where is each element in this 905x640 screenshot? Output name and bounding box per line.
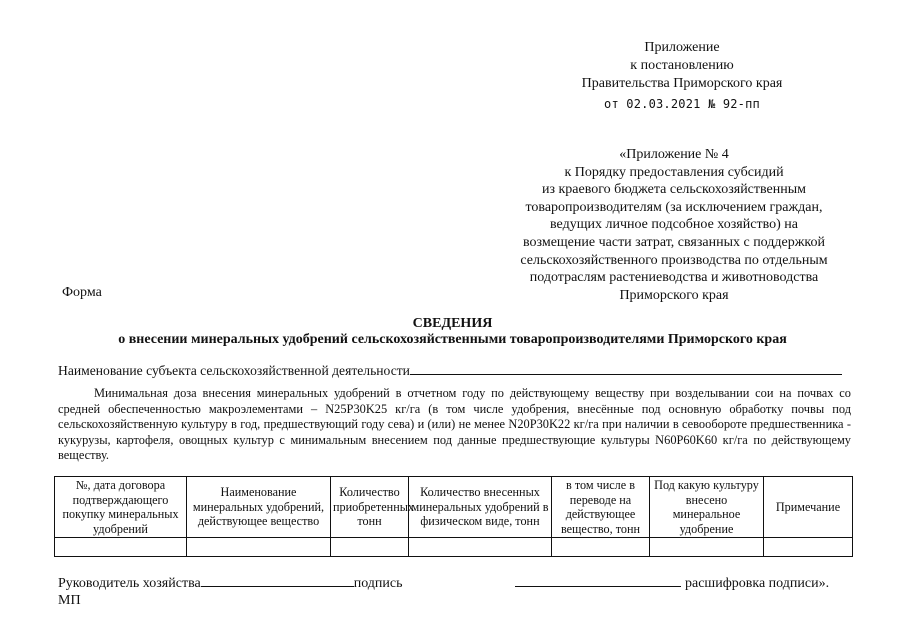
col-header-crop: Под какую культуру внесено минеральное удобрение: [650, 477, 764, 538]
table-cell[interactable]: [55, 538, 187, 557]
appendix4-line: товаропроизводителям (за исключением граждан,: [525, 199, 823, 215]
sign-label: подпись: [353, 576, 403, 591]
table-cell[interactable]: [552, 538, 650, 557]
table-header-row: [55, 477, 853, 538]
document-subtitle: о внесении минеральных удобрений сельскохозяйственными товаропроизводителями Приморского края: [118, 332, 787, 347]
table-cell[interactable]: [650, 538, 764, 557]
appendix-line: к постановлению: [630, 58, 734, 73]
table-cell[interactable]: [409, 538, 552, 557]
table-cell[interactable]: [764, 538, 853, 557]
fertilizer-table: [54, 476, 853, 557]
appendix4-line: сельскохозяйственного производства по отдельным: [520, 252, 828, 268]
appendix4-line: «Приложение № 4: [619, 147, 729, 162]
appendix4-line: возмещение части затрат, связанных с поддержкой: [522, 234, 825, 250]
table-cell[interactable]: [187, 538, 331, 557]
appendix4-line: к Порядку предоставления субсидий: [564, 164, 784, 180]
mp-label: МП: [58, 593, 81, 608]
subject-input-line[interactable]: [410, 362, 842, 375]
document-title: СВЕДЕНИЯ: [412, 316, 493, 331]
appendix4-line: Приморского края: [619, 287, 729, 303]
requirements-paragraph: Минимальная доза внесения минеральных удобрений в отчетном году по действующему веществу при возделывании сои на почвах со средней обеспеченностью макроэлементами – N25P30K25 кг/га (в том числе удобрения, внесённые под основную обработку почвы под сельскохозяйственную культуру в год, предшествующий году сева) и (или) не менее N20P30K22 кг/га при наличии в севообороте предшественника - кукурузы, картофеля, овощных культур с минимальным внесением под данные предшествующие культуры N60P60K60 кг/га по действующему веществу.: [58, 386, 851, 463]
col-header-active-substance: в том числе в переводе на действующее вещество, тонн: [552, 477, 650, 538]
decode-label: расшифровка подписи».: [685, 576, 830, 591]
appendix4-line: подотраслям растениеводства и животноводства: [529, 270, 819, 286]
head-label: Руководитель хозяйства: [58, 576, 201, 591]
table-cell[interactable]: [331, 538, 409, 557]
col-header-contract: №, дата договора подтверждающего покупку минеральных удобрений: [55, 477, 187, 538]
appendix4-line: ведущих личное подсобное хозяйство) на: [550, 217, 798, 233]
appendix4-line: из краевого бюджета сельскохозяйственным: [541, 182, 807, 198]
col-header-purchased-tons: Количество приобретенных тонн: [331, 477, 409, 538]
subject-row: [58, 362, 858, 379]
appendix-block: [552, 39, 812, 113]
appendix-line: Правительства Приморского края: [581, 76, 783, 91]
col-header-note: Примечание: [764, 477, 853, 538]
appendix-date: от 02.03.2021 № 92-пп: [604, 97, 760, 111]
form-label: Форма: [62, 285, 102, 300]
appendix4-block: [498, 146, 850, 304]
appendix-line: Приложение: [644, 40, 720, 55]
col-header-applied-physical: Количество внесенных минеральных удобрений в физическом виде, тонн: [409, 477, 552, 538]
subject-label: Наименование субъекта сельскохозяйственной деятельности: [58, 363, 410, 378]
decode-input-line[interactable]: [515, 574, 681, 587]
decode-row: [515, 574, 829, 592]
signature-input-line[interactable]: [201, 574, 354, 587]
table-row: [55, 538, 853, 557]
col-header-fertilizer-name: Наименование минеральных удобрений, действующее вещество: [187, 477, 331, 538]
